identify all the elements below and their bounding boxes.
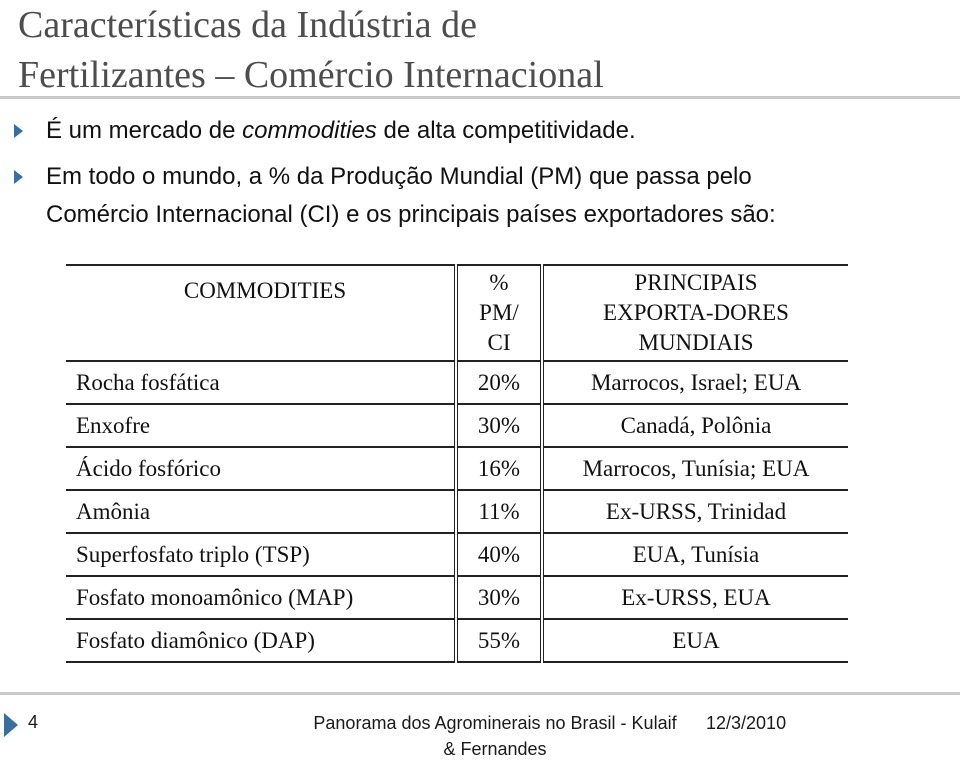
table-row — [66, 447, 848, 490]
footer-source-line-1: Panorama dos Agrominerais no Brasil - Kulaif — [313, 713, 677, 733]
exporters-cell: Marrocos, Israel; EUA — [542, 361, 848, 404]
percent-cell: 20% — [456, 361, 542, 404]
footer-divider — [0, 692, 960, 695]
bullet-1-italic: commodities — [242, 117, 377, 144]
footer-date: 12/3/2010 — [706, 713, 787, 733]
header-percent-line-3: CI — [487, 330, 511, 355]
table-row — [66, 404, 848, 447]
triangle-right-icon — [14, 124, 23, 138]
commodity-cell: Rocha fosfática — [66, 361, 456, 404]
bullet-2-line-2: Comércio Internacional (CI) e os principais países exportadores são: — [46, 201, 776, 228]
commodity-cell: Enxofre — [66, 404, 456, 447]
header-percent-line-2: PM/ — [479, 300, 519, 325]
table-row — [66, 490, 848, 533]
commodity-cell: Fosfato monoamônico (MAP) — [66, 576, 456, 619]
slide-title-line-2: Fertilizantes – Comércio Internacional — [18, 54, 604, 96]
percent-cell: 40% — [456, 533, 542, 576]
header-percent-line-1: % — [489, 270, 509, 295]
exporters-cell: Ex-URSS, Trinidad — [542, 490, 848, 533]
exporters-cell: Canadá, Polônia — [542, 404, 848, 447]
percent-cell: 30% — [456, 576, 542, 619]
bullet-1-before: É um mercado de — [46, 117, 243, 144]
bullet-1-after: de alta competitividade. — [376, 117, 636, 144]
table-row — [66, 361, 848, 404]
percent-cell: 11% — [456, 490, 542, 533]
commodities-table — [66, 264, 848, 663]
bullet-2-line-1: Em todo o mundo, a % da Produção Mundial (PM) que passa pelo — [46, 163, 752, 190]
header-percent — [456, 265, 542, 361]
percent-cell: 30% — [456, 404, 542, 447]
header-exporters — [542, 265, 848, 361]
percent-cell: 16% — [456, 447, 542, 490]
commodity-cell: Ácido fosfórico — [66, 447, 456, 490]
header-exporters-line-3: MUNDIAIS — [638, 330, 754, 355]
triangle-right-icon — [14, 170, 23, 184]
footer-source-line-2: & Fernandes — [443, 739, 547, 759]
bullet-text-1 — [46, 112, 926, 150]
table-row — [66, 576, 848, 619]
triangle-right-icon — [4, 713, 18, 737]
percent-cell: 55% — [456, 619, 542, 662]
title-divider — [0, 96, 960, 99]
exporters-cell: Ex-URSS, EUA — [542, 576, 848, 619]
table-header-row — [66, 265, 848, 361]
exporters-cell: EUA, Tunísia — [542, 533, 848, 576]
commodity-cell: Amônia — [66, 490, 456, 533]
footer-source — [300, 710, 690, 762]
slide-title-line-1: Características da Indústria de — [18, 4, 477, 46]
commodity-cell: Fosfato diamônico (DAP) — [66, 619, 456, 662]
bullet-text-2 — [46, 158, 926, 234]
header-exporters-line-1: PRINCIPAIS — [634, 270, 758, 295]
header-exporters-line-2: EXPORTA-DORES — [603, 300, 789, 325]
header-commodities: COMMODITIES — [66, 265, 456, 361]
table-row — [66, 533, 848, 576]
page-number: 4 — [28, 712, 39, 732]
table-row — [66, 619, 848, 662]
commodity-cell: Superfosfato triplo (TSP) — [66, 533, 456, 576]
slide-title — [18, 0, 948, 100]
exporters-cell: Marrocos, Tunísia; EUA — [542, 447, 848, 490]
exporters-cell: EUA — [542, 619, 848, 662]
